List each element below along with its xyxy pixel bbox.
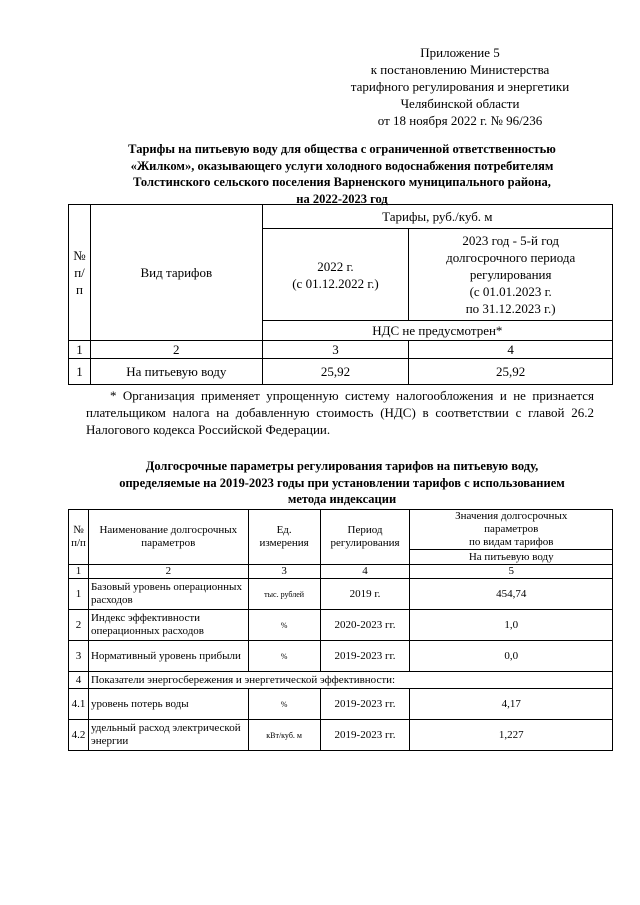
tariff-title [72,141,612,207]
row-period: 2020-2023 гг. [320,610,410,641]
footnote-line: Налогового кодекса Российской Федерации. [86,422,331,437]
index-cell: 3 [262,341,409,359]
row-num: 4.1 [69,689,89,720]
row-num: 2 [69,610,89,641]
vat-footnote [86,387,594,438]
row-period: 2019-2023 гг. [320,720,410,751]
header-name [88,510,248,565]
title-line: определяемые на 2019-2023 годы при установлении тарифов с использованием [119,475,565,490]
title-line: Толстинского сельского поселения Варненского муниципального района, [133,175,551,189]
appendix-line: Челябинской области [400,96,520,111]
index-cell: 1 [69,341,91,359]
appendix-line: к постановлению Министерства [370,62,550,77]
row-name: Индекс эффективности операционных расходов [88,610,248,641]
header-2023-line: 2023 год - 5-й год [462,233,559,248]
header-2022-line: 2022 г. [317,258,354,274]
index-cell: 3 [248,565,320,579]
header-2023-line: (с 01.01.2023 г. [469,284,552,299]
title-line: Долгосрочные параметры регулирования тарифов на питьевую воду, [145,459,539,473]
table-row [69,641,613,672]
header-period [320,510,410,565]
vat-note: НДС не предусмотрен* [262,321,612,341]
header-period-line: Период [347,524,383,536]
table-row [69,579,613,610]
title-line: на 2022-2023 год [296,191,388,206]
title-line: Тарифы на питьевую воду для общества с ограниченной ответственностью [128,142,556,156]
row-value: 454,74 [410,579,613,610]
table-row [69,689,613,720]
index-row [69,341,613,359]
header-2023-line: регулирования [469,267,552,282]
row-period: 2019 г. [320,579,410,610]
header-name-line: параметров [141,537,196,549]
row-num: 1 [69,359,91,385]
header-2023 [409,229,613,321]
row-unit: тыс. рублей [248,579,320,610]
header-values-line: по видам тарифов [469,536,554,548]
row-num: 4.2 [69,720,89,751]
row-value: 4,17 [410,689,613,720]
table-row [69,359,613,385]
header-2023-line: долгосрочного периода [446,250,576,265]
header-values [410,510,613,550]
footnote-line: плательщиком налога на добавленную стоимость (НДС) в соответствии с главой 26.2 [86,405,594,420]
row-name: уровень потерь воды [88,689,248,720]
appendix-line: Приложение 5 [420,45,500,60]
header-unit [248,510,320,565]
index-cell: 1 [69,565,89,579]
index-cell: 4 [320,565,410,579]
row-name: Нормативный уровень прибыли [88,641,248,672]
index-cell: 2 [88,565,248,579]
header-type: Вид тарифов [90,205,262,341]
tariff-table [68,204,613,385]
row-2023: 25,92 [409,359,613,385]
row-value: 1,0 [410,610,613,641]
row-unit: % [248,641,320,672]
appendix-header [300,44,620,129]
header-2022 [262,229,409,321]
header-tariffs: Тарифы, руб./куб. м [262,205,612,229]
footnote-line: * Организация применяет упрощенную систему налогообложения и не признается [110,388,594,403]
row-type: На питьевую воду [90,359,262,385]
index-cell: 4 [409,341,613,359]
header-num: № п/п [69,205,91,341]
group-row [69,672,613,689]
row-period: 2019-2023 гг. [320,641,410,672]
row-value: 1,227 [410,720,613,751]
appendix-line: тарифного регулирования и энергетики [350,79,570,94]
title-line: «Жилком», оказывающего услуги холодного водоснабжения потребителям [130,158,554,173]
row-name: удельный расход электрической энергии [88,720,248,751]
header-unit-line: Ед. [276,524,292,536]
title-line: метода индексации [287,492,397,506]
header-name-line: Наименование долгосрочных [99,524,238,536]
params-title [72,458,612,508]
row-num: 1 [69,579,89,610]
index-row [69,565,613,579]
row-unit: % [248,689,320,720]
index-cell: 2 [90,341,262,359]
header-period-line: регулирования [330,537,400,549]
header-unit-line: измерения [259,537,309,549]
params-table [68,509,613,751]
row-value: 0,0 [410,641,613,672]
row-num: 3 [69,641,89,672]
header-values-line: параметров [484,523,539,535]
header-values-sub: На питьевую воду [410,550,613,565]
table-row [69,720,613,751]
header-values-line: Значения долгосрочных [455,510,568,522]
row-period: 2019-2023 гг. [320,689,410,720]
row-unit: кВт/куб. м [248,720,320,751]
row-num: 4 [69,672,89,689]
row-unit: % [248,610,320,641]
table-row [69,610,613,641]
header-num: № п/п [69,510,89,565]
row-name: Базовый уровень операционных расходов [88,579,248,610]
row-2022: 25,92 [262,359,409,385]
group-label: Показатели энергосбережения и энергетической эффективности: [88,672,612,689]
index-cell: 5 [410,565,613,579]
header-2023-line: по 31.12.2023 г.) [465,301,556,316]
appendix-line: от 18 ноября 2022 г. № 96/236 [377,113,543,128]
header-2022-line: (с 01.12.2022 г.) [292,275,379,291]
